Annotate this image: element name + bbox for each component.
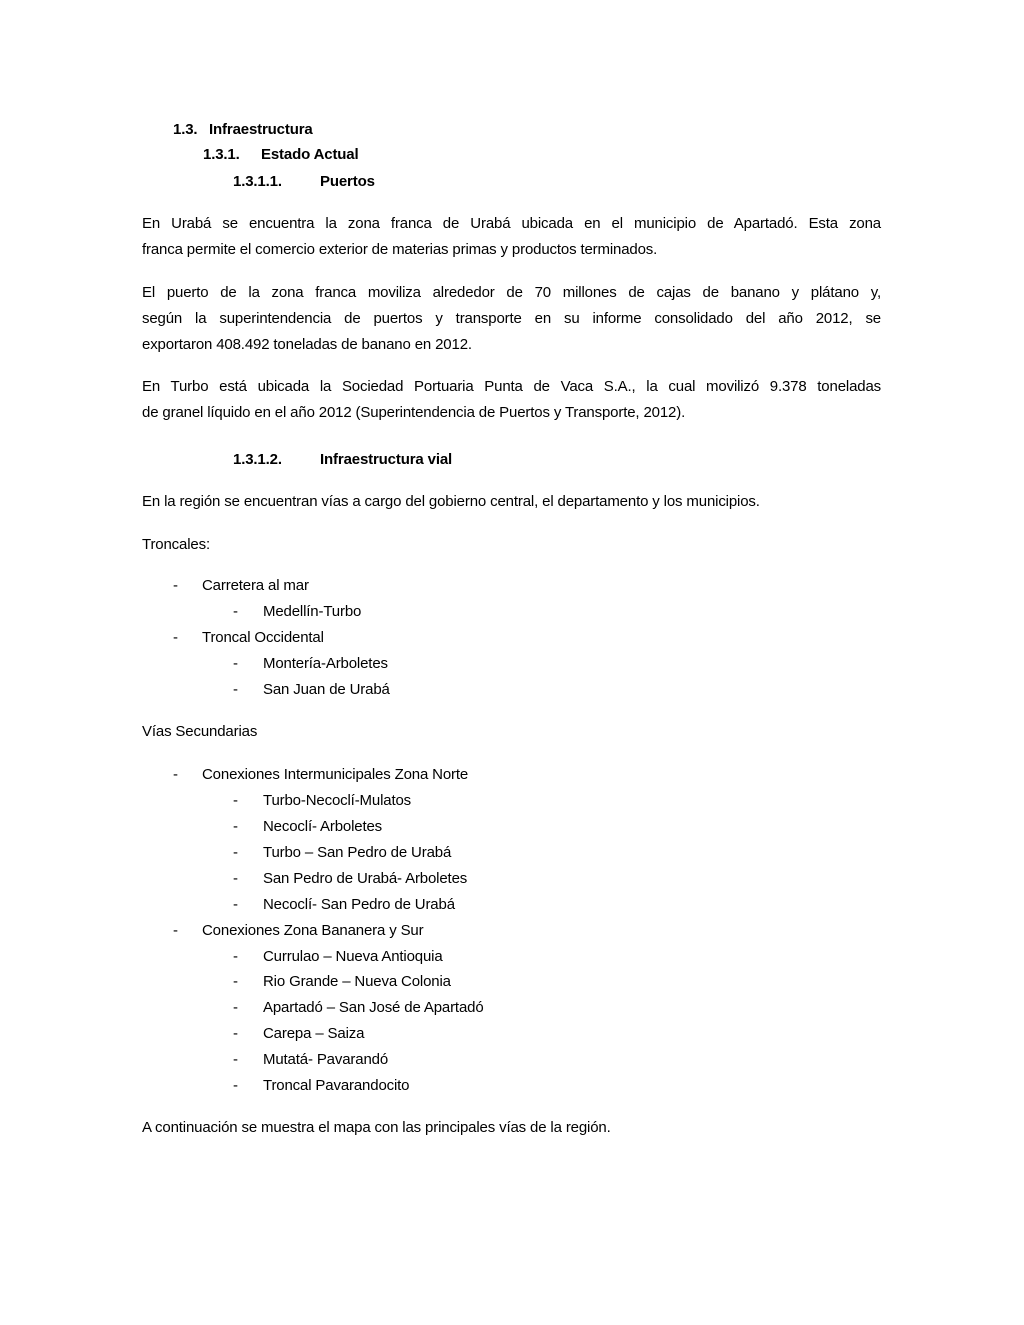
sub-list-item: Troncal Pavarandocito xyxy=(263,1077,410,1094)
list-item: Conexiones Intermunicipales Zona Norte xyxy=(202,766,469,783)
bullet-dash: - xyxy=(233,1025,238,1043)
heading-title: Puertos xyxy=(320,173,375,190)
sub-list-item: Turbo – San Pedro de Urabá xyxy=(263,843,452,861)
paragraph-line: En Urabá se encuentra la zona franca de Urabá ubicada en el municipio de Apartadó. Esta zona xyxy=(142,215,881,232)
paragraph-line: exportaron 408.492 toneladas de banano en 2012. xyxy=(142,336,472,353)
paragraph-line: Troncales: xyxy=(142,536,210,553)
bullet-dash: - xyxy=(233,999,238,1017)
sub-list-item: Medellín-Turbo xyxy=(263,603,362,620)
bullet-dash: - xyxy=(173,628,178,646)
paragraph-line: Vías Secundarias xyxy=(142,723,258,740)
sub-list-item: Mutatá- Pavarandó xyxy=(263,1051,389,1069)
heading-title: Infraestructura vial xyxy=(320,451,453,468)
paragraph-line: En la región se encuentran vías a cargo del gobierno central, el departamento y los municipios. xyxy=(142,493,760,510)
sub-list-item: Turbo-Necoclí-Mulatos xyxy=(263,792,412,809)
sub-list-item: Currulao – Nueva Antioquia xyxy=(263,947,443,965)
bullet-dash: - xyxy=(173,766,178,783)
heading-number: 1.3.1.1. xyxy=(233,173,282,190)
list-item: Conexiones Zona Bananera y Sur xyxy=(202,921,424,939)
sub-list-item: Montería-Arboletes xyxy=(263,654,388,672)
bullet-dash: - xyxy=(173,577,178,594)
bullet-dash: - xyxy=(233,792,238,809)
sub-list-item: Apartadó – San José de Apartadó xyxy=(263,999,484,1017)
bullet-dash: - xyxy=(233,973,238,991)
sub-list-item: San Pedro de Urabá- Arboletes xyxy=(263,869,468,887)
paragraph-line: A continuación se muestra el mapa con las principales vías de la región. xyxy=(142,1119,611,1136)
heading-number: 1.3.1. xyxy=(203,146,240,163)
list-item: Troncal Occidental xyxy=(202,628,324,646)
heading-title: Estado Actual xyxy=(261,146,359,163)
heading-number: 1.3.1.2. xyxy=(233,451,282,468)
bullet-dash: - xyxy=(233,817,238,835)
sub-list-item: Rio Grande – Nueva Colonia xyxy=(263,973,451,991)
sub-list-item: Necoclí- San Pedro de Urabá xyxy=(263,895,455,913)
sub-list-item: Necoclí- Arboletes xyxy=(263,817,383,835)
bullet-dash: - xyxy=(233,603,238,620)
sub-list-item: San Juan de Urabá xyxy=(263,680,390,698)
paragraph-line: El puerto de la zona franca moviliza alrededor de 70 millones de cajas de banano y plátano y, xyxy=(142,284,881,301)
bullet-dash: - xyxy=(173,921,178,939)
sub-list-item: Carepa – Saiza xyxy=(263,1025,365,1043)
bullet-dash: - xyxy=(233,869,238,887)
list-item: Carretera al mar xyxy=(202,577,309,594)
paragraph-line: franca permite el comercio exterior de materias primas y productos terminados. xyxy=(142,241,658,258)
paragraph-line: En Turbo está ubicada la Sociedad Portuaria Punta de Vaca S.A., la cual movilizó 9.378 toneladas xyxy=(142,378,881,395)
paragraph-line: de granel líquido en el año 2012 (Superintendencia de Puertos y Transporte, 2012). xyxy=(142,404,686,421)
bullet-dash: - xyxy=(233,895,238,913)
bullet-dash: - xyxy=(233,680,238,698)
paragraph-line: según la superintendencia de puertos y transporte en su informe consolidado del año 2012, se xyxy=(142,310,881,327)
bullet-dash: - xyxy=(233,1077,238,1094)
bullet-dash: - xyxy=(233,1051,238,1069)
bullet-dash: - xyxy=(233,654,238,672)
bullet-dash: - xyxy=(233,947,238,965)
bullet-dash: - xyxy=(233,843,238,861)
heading-number: 1.3. xyxy=(173,121,198,138)
heading-title: Infraestructura xyxy=(209,121,313,138)
